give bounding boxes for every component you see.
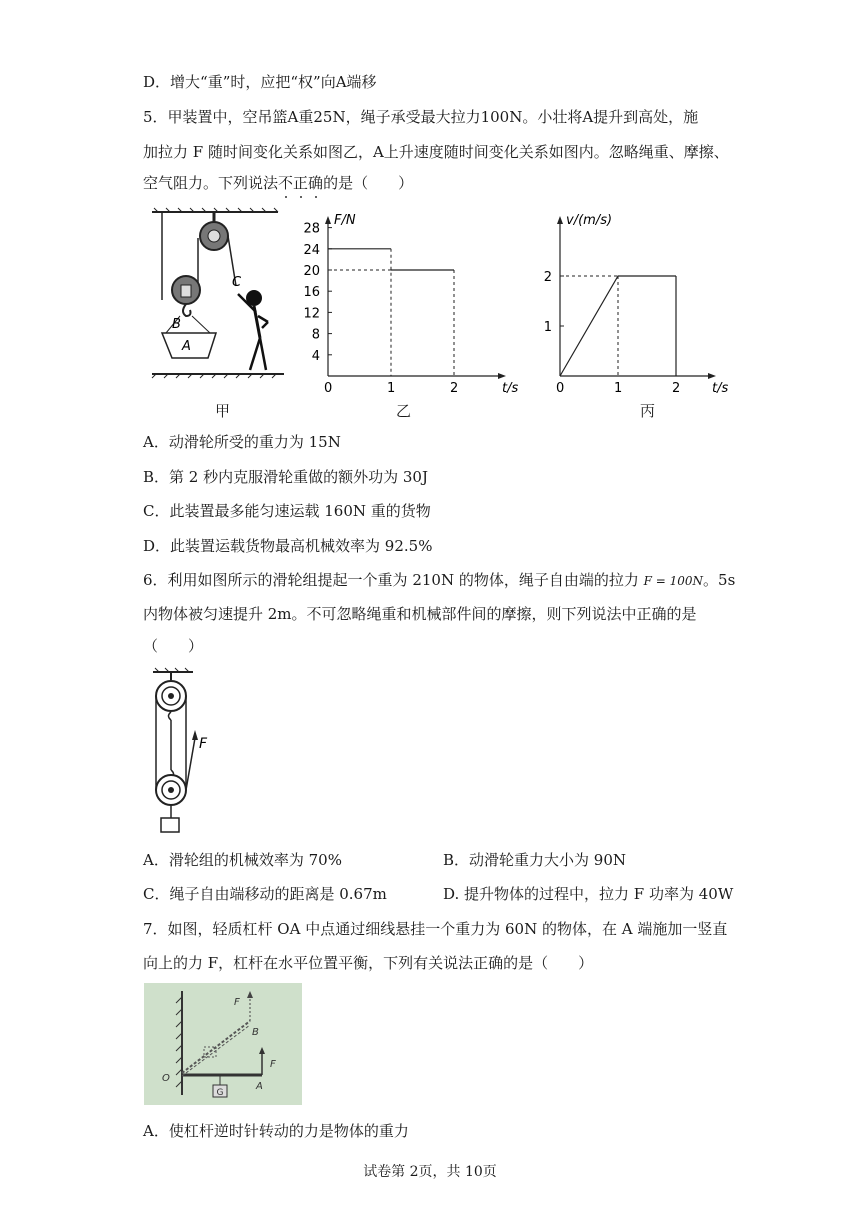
x-tick-label: 0: [556, 381, 565, 396]
y-axis-label: v/(m/s): [566, 213, 613, 228]
x-tick-label: 0: [324, 381, 333, 396]
figure-q6-pulley-block: [145, 668, 215, 838]
y-tick-label: 8: [311, 327, 320, 343]
q6-formula: F = 100N: [643, 574, 704, 588]
y-axis-arrow: [325, 216, 331, 224]
x-axis-arrow: [708, 373, 716, 379]
emphasis-char: 确: [308, 174, 324, 192]
q7-stem-line1: 7．如图，轻质杠杆 OA 中点通过细线悬挂一个重力为 60N 的物体，在 A 端施加一竖直: [143, 920, 728, 938]
q5-stem-part-a: 空气阻力。下列说法: [143, 174, 279, 192]
y-tick-label: 12: [303, 306, 320, 322]
q6-stem-line2: 内物体被匀速提升 2m。不可忽略绳重和机械部件间的摩擦，则下列说法中正确的是: [143, 605, 697, 623]
q6-option-a: A．滑轮组的机械效率为 70%: [143, 851, 342, 869]
q6-option-c: C．绳子自由端移动的距离是 0.67m: [143, 885, 387, 903]
caption-jia: 甲: [215, 402, 231, 420]
chart-velocity-time: [530, 208, 740, 396]
y-tick-label: 2: [543, 270, 552, 285]
label-f-upper: F: [234, 997, 240, 1008]
q6-stem-part-a: 6．利用如图所示的滑轮组提起一个重为 210N 的物体，绳子自由端的拉力: [143, 571, 639, 589]
x-tick-label: 1: [614, 381, 623, 396]
y-axis-arrow: [557, 216, 563, 224]
y-tick-label: 28: [303, 221, 320, 237]
q6-stem-line3: （ ）: [143, 637, 204, 655]
q6-option-d: D. 提升物体的过程中，拉力 F 功率为 40W: [443, 885, 734, 903]
y-tick-label: 4: [311, 348, 320, 364]
label-g: G: [216, 1088, 224, 1098]
chart-force-time: [300, 208, 520, 396]
figure-q7-lever: [144, 983, 302, 1105]
label-a: A: [182, 339, 191, 354]
q7-stem-line2: 向上的力 F，杠杆在水平位置平衡，下列有关说法正确的是（ ）: [143, 954, 594, 972]
q5-option-b: B．第 2 秒内克服滑轮重做的额外功为 30J: [143, 468, 428, 486]
q7-option-a: A．使杠杆逆时针转动的力是物体的重力: [143, 1122, 409, 1140]
label-b: B: [172, 317, 181, 332]
label-o: O: [162, 1073, 170, 1084]
q5-option-d: D．此装置运载货物最高机械效率为 92.5%: [143, 537, 433, 555]
q5-option-c: C．此装置最多能匀速运载 160N 重的货物: [143, 502, 431, 520]
x-axis-arrow: [498, 373, 506, 379]
q5-stem-line2: 加拉力 F 随时间变化关系如图乙，A上升速度随时间变化关系如图内。忽略绳重、摩擦、: [143, 143, 729, 161]
page-footer: 试卷第 2页，共 10页: [363, 1164, 497, 1180]
q5-stem-line3: [143, 173, 413, 193]
x-tick-label: 1: [387, 381, 396, 396]
figure-jia-pulley: [150, 208, 290, 378]
label-f: F: [199, 736, 208, 752]
caption-yi: 乙: [396, 402, 412, 420]
q6-option-b: B．动滑轮重力大小为 90N: [443, 851, 627, 869]
caption-bing: 丙: [640, 402, 656, 420]
y-tick-label: 16: [303, 285, 320, 301]
label-b: B: [252, 1027, 259, 1038]
q5-option-a: A．动滑轮所受的重力为 15N: [143, 433, 341, 451]
x-tick-label: 2: [672, 381, 681, 396]
label-c: C: [232, 275, 242, 290]
label-f-lower: F: [270, 1059, 276, 1070]
y-tick-label: 20: [303, 264, 320, 279]
q4-option-d: D．增大“重”时，应把“权”向A端移: [143, 73, 377, 91]
emphasis-char: 正: [293, 174, 309, 192]
y-tick-label: 24: [303, 242, 320, 258]
x-axis-label: t/s: [712, 381, 729, 396]
q5-stem-part-b: 的是（ ）: [323, 174, 414, 192]
y-axis-label: F/N: [334, 213, 356, 228]
q5-stem-line1: 5．甲装置中，空吊篮A重25N，绳子承受最大拉力100N。小壮将A提升到高处，施: [143, 108, 699, 126]
x-tick-label: 2: [450, 381, 459, 396]
q6-stem-line1: [143, 570, 735, 591]
y-tick-label: 1: [543, 320, 552, 335]
q6-stem-part-b: 。5s: [703, 571, 736, 589]
emphasis-char: 不: [278, 174, 294, 192]
label-a: A: [256, 1081, 263, 1092]
x-axis-label: t/s: [502, 381, 519, 396]
